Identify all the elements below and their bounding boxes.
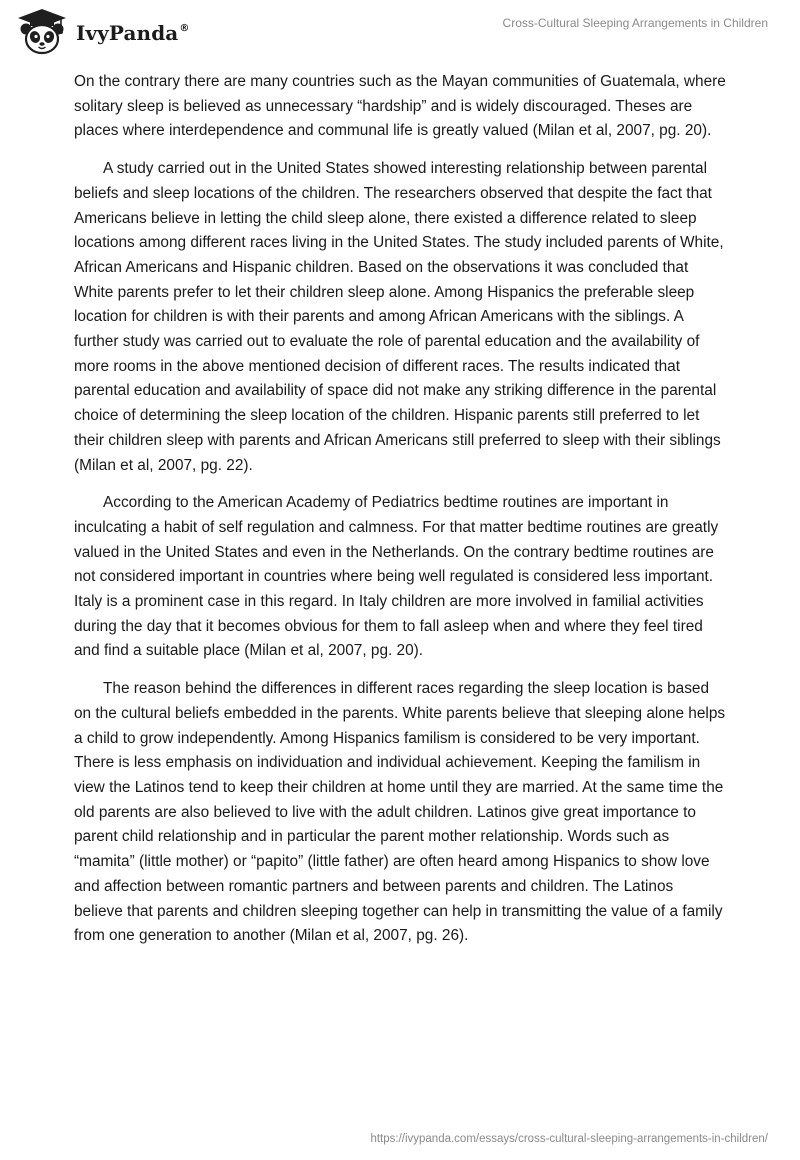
essay-body bbox=[74, 70, 726, 962]
panda-graduate-icon bbox=[14, 7, 70, 55]
source-url[interactable]: https://ivypanda.com/essays/cross-cultural-sleeping-arrangements-in-children/ bbox=[370, 1133, 768, 1145]
paragraph-3: According to the American Academy of Pediatrics bedtime routines are important in inculcating a habit of self regulation and calmness. For that matter bedtime routines are greatly valued in the United States and even in the Netherlands. On the contrary bedtime routines are not considered important in countries where being well regulated is considered less important. Italy is a prominent case in this regard. In Italy children are more involved in familial activities during the day that it becomes obvious for them to fall asleep when and where they feel tired and find a suitable place (Milan et al, 2007, pg. 20). bbox=[74, 494, 719, 660]
brand-name bbox=[76, 21, 189, 45]
registered-mark: ® bbox=[179, 23, 190, 34]
paragraph-4: The reason behind the differences in different races regarding the sleep location is based on the cultural beliefs embedded in the parents. White parents believe that sleeping alone helps a child to grow independently. Among Hispanics familism is considered to be very important. There is less emphasis on individuation and individual achievement. Keeping the familism in view the Latinos tend to keep their children at home until they are married. At the same time the old parents are also believed to live with the adult children. Latinos give great importance to parent child relationship and in particular the parent mother relationship. Words such as “mamita” (little mother) or “papito” (little father) are often heard among Hispanics to show love and affection between romantic partners and between parents and children. The Latinos believe that parents and children sleeping together can help in transmitting the value of a family from one generation to another (Milan et al, 2007, pg. 26). bbox=[74, 680, 726, 945]
ivypanda-logo[interactable] bbox=[14, 7, 189, 55]
page-header bbox=[0, 0, 800, 60]
brand-name-text: IvyPanda bbox=[76, 21, 179, 45]
document-title: Cross-Cultural Sleeping Arrangements in Children bbox=[502, 16, 768, 30]
paragraph-1: On the contrary there are many countries such as the Mayan communities of Guatemala, where solitary sleep is believed as unnecessary “hardship” and is widely discouraged. Theses are places where interdependence and communal life is greatly valued (Milan et al, 2007, pg. 20). bbox=[74, 73, 726, 140]
paragraph-2: A study carried out in the United States showed interesting relationship between parental beliefs and sleep locations of the children. The researchers observed that despite the fact that Americans believe in letting the child sleep alone, there existed a difference related to sleep locations among different races living in the United States. The study included parents of White, African Americans and Hispanic children. Based on the observations it was concluded that White parents prefer to let their children sleep alone. Among Hispanics the preferable sleep location for children is with their parents and among African Americans with the siblings. A further study was carried out to evaluate the role of parental education and the availability of more rooms in the above mentioned decision of different races. The results indicated that parental education and availability of space did not make any striking difference in the parental choice of determining the sleep location of the children. Hispanic parents still preferred to let their children sleep with parents and African Americans still preferred to sleep with their siblings (Milan et al, 2007, pg. 22). bbox=[74, 160, 724, 474]
